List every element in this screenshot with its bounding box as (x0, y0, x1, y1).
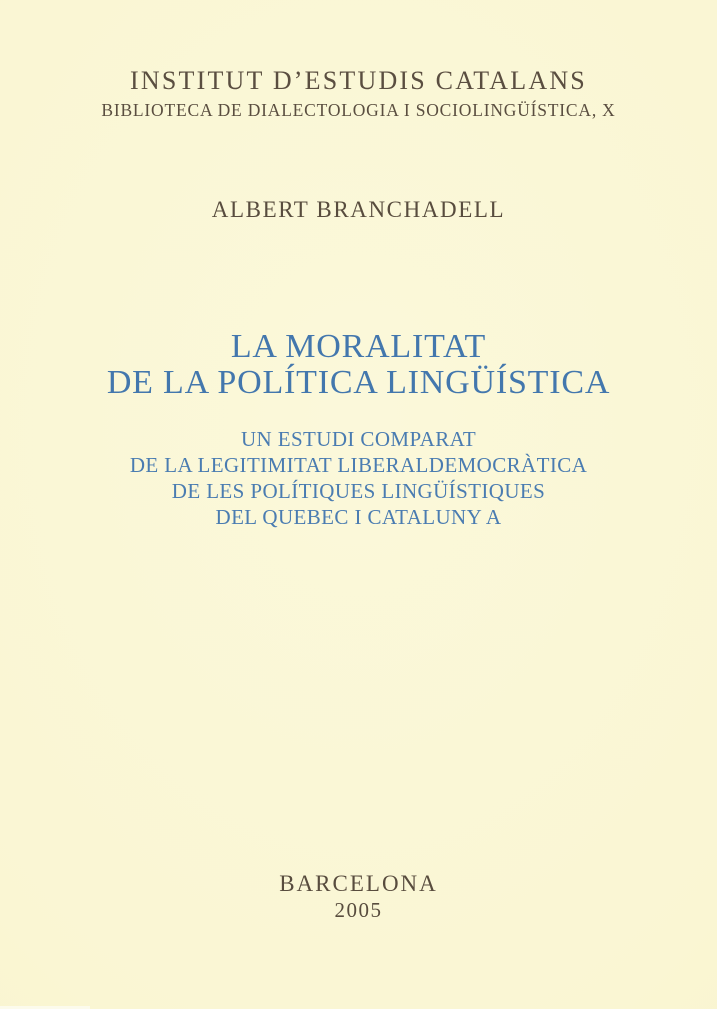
imprint-city: BARCELONA (279, 871, 438, 896)
book-subtitle-line-3: DE LES POLÍTIQUES LINGÜÍSTIQUES (171, 479, 546, 503)
imprint-year: 2005 (334, 898, 383, 922)
book-subtitle-line-2: DE LA LEGITIMITAT LIBERALDEMOCRÀTICA (129, 453, 588, 477)
book-title-line-1: LA MORALITAT (230, 328, 487, 365)
book-subtitle (0, 426, 717, 530)
series-title: BIBLIOTECA DE DIALECTOLOGIA I SOCIOLINGÜÍSTICA, X (101, 100, 616, 120)
book-title (0, 329, 717, 401)
book-subtitle-line-1: UN ESTUDI COMPARAT (240, 427, 477, 451)
book-subtitle-line-4: DEL QUEBEC I CATALUNY A (215, 505, 502, 529)
author-name: ALBERT BRANCHADELL (211, 197, 506, 222)
publisher-institution: INSTITUT D’ESTUDIS CATALANS (130, 66, 587, 95)
book-title-line-2: DE LA POLÍTICA LINGÜÍSTICA (106, 364, 611, 401)
